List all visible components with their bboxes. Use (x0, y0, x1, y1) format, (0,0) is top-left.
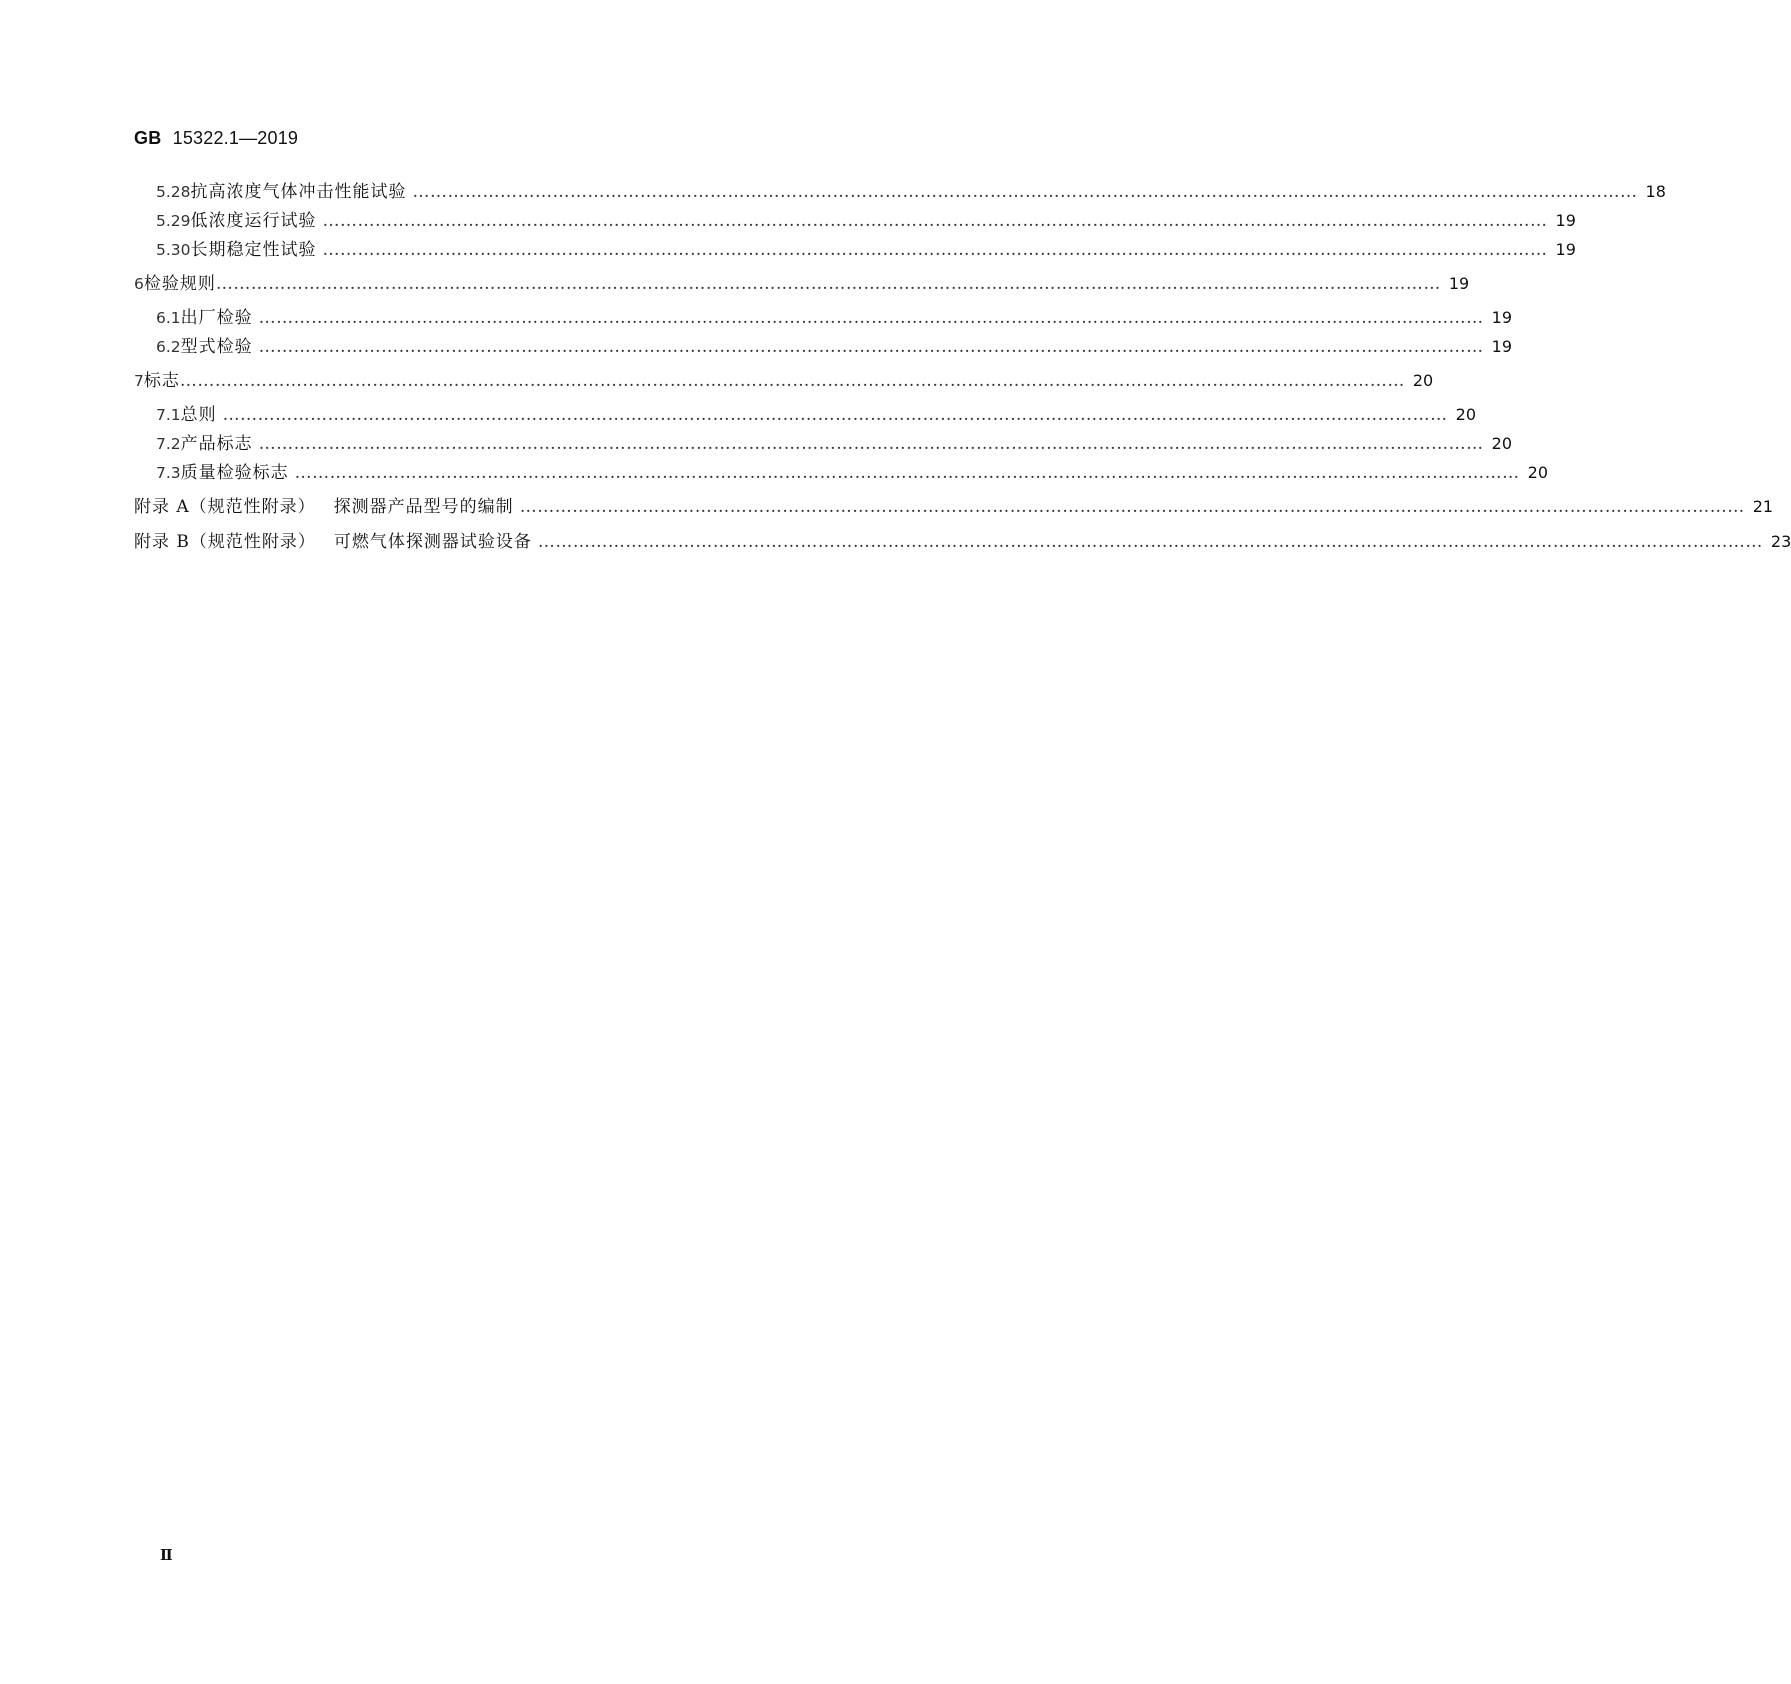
toc-entry-title: 总则 (180, 405, 217, 425)
toc-entry[interactable] (134, 178, 1666, 206)
toc-dot-leader: ………………………………………………………………………………………………………………………………………………………………………………………… (412, 182, 1638, 202)
toc-dot-leader: ………………………………………………………………………………………………………………………………………………………………………………………… (179, 371, 1405, 391)
toc-dot-leader: ………………………………………………………………………………………………………………………………………………………………………………………… (215, 274, 1441, 294)
toc-dot-leader: ………………………………………………………………………………………………………………………………………………………………………………………… (322, 211, 1548, 231)
toc-dot-leader: ………………………………………………………………………………………………………………………………………………………………………………………… (258, 308, 1484, 328)
toc-entry-number: 7 (134, 372, 144, 390)
toc-entry-number: 7.2 (156, 435, 181, 453)
toc-entry-title: 质量检验标志 (180, 463, 289, 483)
document-header (134, 128, 298, 149)
standard-number: 15322.1—2019 (172, 128, 299, 148)
toc-entry[interactable] (134, 304, 1513, 332)
toc-dot-leader: ………………………………………………………………………………………………………………………………………………………………………………………… (519, 497, 1745, 517)
toc-entry[interactable] (134, 367, 1434, 395)
toc-entry-title: 标志 (143, 371, 180, 391)
toc-entry-page: 23 (1770, 532, 1791, 551)
toc-entry-page: 18 (1645, 182, 1666, 201)
toc-entry[interactable] (134, 430, 1513, 458)
toc-entry-page: 19 (1555, 240, 1576, 259)
toc-entry-number: 5.29 (156, 212, 191, 230)
toc-entry-page: 20 (1455, 405, 1477, 424)
toc-entry-number: 5.28 (156, 183, 191, 201)
toc-entry-number: 5.30 (156, 241, 191, 259)
toc-entry-page: 19 (1491, 337, 1513, 356)
toc-entry[interactable] (134, 207, 1576, 235)
toc-entry-title: 低浓度运行试验 (190, 211, 317, 231)
toc-entry-appendix[interactable] (134, 528, 1791, 556)
toc-entry-page: 20 (1491, 434, 1513, 453)
page-number-footer: Ⅱ (160, 1546, 173, 1564)
toc-entry-number: 6 (134, 275, 144, 293)
toc-entry-title: 可燃气体探测器试验设备 (333, 532, 532, 552)
toc-entry[interactable] (134, 270, 1470, 298)
toc-appendix-label: 附录 A（规范性附录） (134, 497, 316, 517)
toc-entry-title: 检验规则 (143, 274, 216, 294)
toc-entry-title: 长期稳定性试验 (190, 240, 317, 260)
standard-code: GB (134, 128, 162, 148)
toc-entry-number: 6.1 (156, 309, 181, 327)
toc-entry-title: 探测器产品型号的编制 (333, 497, 514, 517)
toc-entry-number: 7.1 (156, 406, 181, 424)
toc-entry-page: 20 (1412, 371, 1434, 390)
toc-entry-title: 型式检验 (180, 337, 253, 357)
toc-entry-page: 19 (1448, 274, 1470, 293)
toc-entry[interactable] (134, 333, 1513, 361)
toc-entry-page: 19 (1555, 211, 1576, 230)
toc-dot-leader: ………………………………………………………………………………………………………………………………………………………………………………………… (258, 434, 1484, 454)
toc-entry-page: 21 (1752, 497, 1774, 516)
toc-dot-leader: ………………………………………………………………………………………………………………………………………………………………………………………… (294, 463, 1520, 483)
toc-entry-number: 7.3 (156, 464, 181, 482)
toc-entry[interactable] (134, 459, 1549, 487)
toc-entry[interactable] (134, 401, 1477, 429)
toc-dot-leader: ………………………………………………………………………………………………………………………………………………………………………………………… (537, 532, 1763, 552)
toc-dot-leader: ………………………………………………………………………………………………………………………………………………………………………………………… (322, 240, 1548, 260)
toc-entry[interactable] (134, 236, 1576, 264)
toc-entry-title: 出厂检验 (180, 308, 253, 328)
toc-dot-leader: ………………………………………………………………………………………………………………………………………………………………………………………… (222, 405, 1448, 425)
toc-entry-title: 产品标志 (180, 434, 253, 454)
toc-entry-appendix[interactable] (134, 493, 1774, 521)
toc-dot-leader: ………………………………………………………………………………………………………………………………………………………………………………………… (258, 337, 1484, 357)
toc-entry-page: 19 (1491, 308, 1513, 327)
toc-appendix-label: 附录 B（规范性附录） (134, 532, 316, 552)
toc-entry-page: 20 (1527, 463, 1549, 482)
toc-entry-title: 抗高浓度气体冲击性能试验 (190, 182, 407, 202)
toc-entry-number: 6.2 (156, 338, 181, 356)
